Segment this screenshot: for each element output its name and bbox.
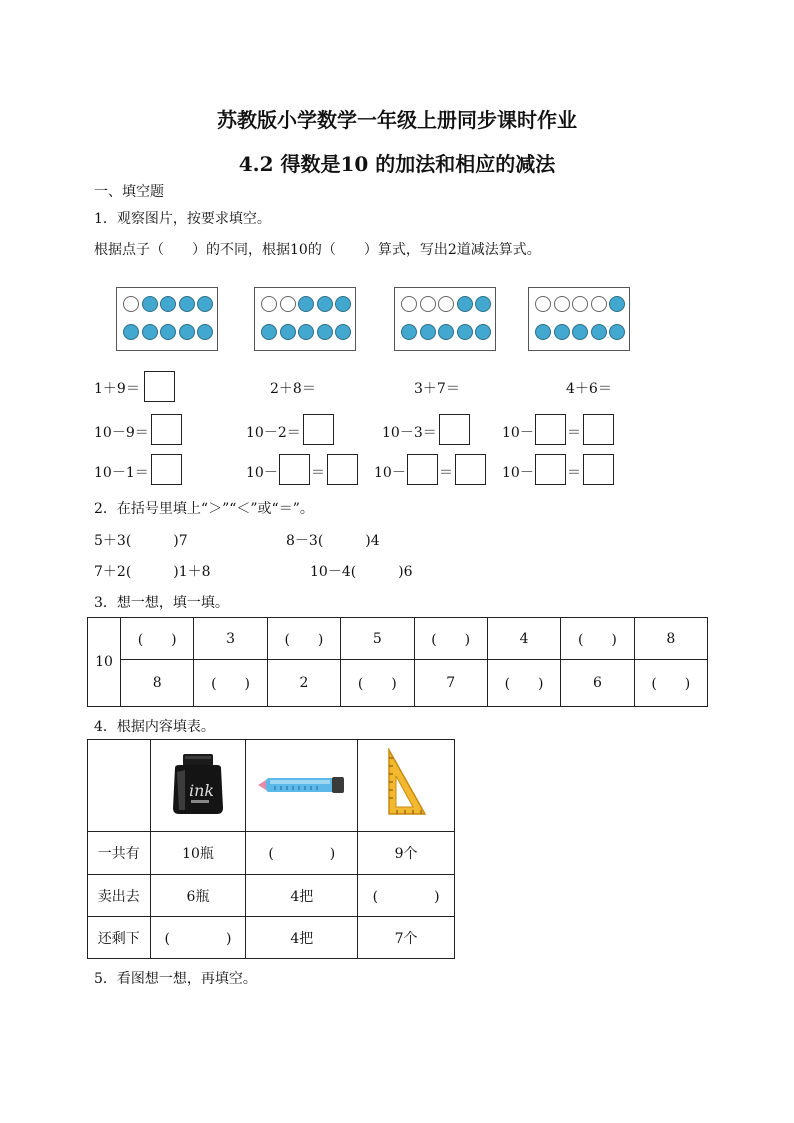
table-cell[interactable]: ( ) bbox=[267, 618, 340, 660]
filled-dot bbox=[160, 296, 176, 312]
filled-dot bbox=[317, 324, 333, 340]
filled-dot bbox=[475, 324, 491, 340]
filled-dot bbox=[298, 324, 314, 340]
table-cell: 8 bbox=[121, 660, 194, 707]
empty-dot bbox=[261, 296, 277, 312]
equation-2: 2＋8＝ bbox=[270, 381, 316, 397]
filled-dot bbox=[457, 324, 473, 340]
triangle-ruler-cell bbox=[358, 740, 455, 832]
filled-dot bbox=[438, 324, 454, 340]
compare-item-2: 8－3( )4 bbox=[286, 533, 380, 549]
filled-dot bbox=[160, 324, 176, 340]
equals-sign: ＝ bbox=[567, 425, 581, 441]
filled-dot bbox=[197, 296, 213, 312]
filled-dot bbox=[554, 324, 570, 340]
table-cell: 6 bbox=[561, 660, 634, 707]
ink-bottle-cell bbox=[150, 740, 246, 832]
equation-12: 10－ bbox=[502, 465, 534, 481]
filled-dot bbox=[280, 324, 296, 340]
dot-panel bbox=[116, 287, 218, 351]
equals-sign: ＝ bbox=[439, 465, 453, 481]
question-1: 1．观察图片，按要求填空。 bbox=[94, 211, 271, 227]
answer-box[interactable] bbox=[583, 454, 614, 485]
answer-box[interactable] bbox=[439, 414, 470, 445]
ink-bottle-icon bbox=[165, 752, 231, 816]
table-cell[interactable]: ( ) bbox=[121, 618, 194, 660]
utility-knife-icon bbox=[256, 769, 348, 799]
answer-box[interactable] bbox=[151, 414, 182, 445]
filled-dot bbox=[197, 324, 213, 340]
dot-panel bbox=[254, 287, 356, 351]
table-cell: 一共有 bbox=[88, 832, 151, 875]
equation-1: 1＋9＝ bbox=[94, 381, 140, 397]
equation-7: 10－3＝ bbox=[382, 425, 437, 441]
table-cell[interactable]: ( ) bbox=[487, 660, 560, 707]
equation-6: 10－2＝ bbox=[246, 425, 301, 441]
table-cell[interactable]: ( ) bbox=[150, 917, 246, 959]
empty-dot bbox=[401, 296, 417, 312]
equation-10: 10－ bbox=[246, 465, 278, 481]
equals-sign: ＝ bbox=[567, 465, 581, 481]
filled-dot bbox=[335, 296, 351, 312]
empty-dot bbox=[420, 296, 436, 312]
question-4: 4．根据内容填表。 bbox=[94, 719, 215, 735]
answer-box[interactable] bbox=[151, 454, 182, 485]
equals-sign: ＝ bbox=[311, 465, 325, 481]
table-cell[interactable]: ( ) bbox=[194, 660, 267, 707]
table-cell: 2 bbox=[267, 660, 340, 707]
table-cell: 10 bbox=[88, 618, 121, 707]
table-cell: 4把 bbox=[246, 875, 358, 917]
table-cell: 7 bbox=[414, 660, 487, 707]
answer-box[interactable] bbox=[279, 454, 310, 485]
empty-dot bbox=[554, 296, 570, 312]
empty-dot bbox=[572, 296, 588, 312]
number-split-table bbox=[87, 617, 708, 707]
question-1-prompt: 根据点子（ ）的不同，根据10的（ ）算式，写出2道减法算式。 bbox=[94, 242, 541, 258]
equation-8: 10－ bbox=[502, 425, 534, 441]
table-cell: 还剩下 bbox=[88, 917, 151, 959]
filled-dot bbox=[591, 324, 607, 340]
table-cell: 6瓶 bbox=[150, 875, 246, 917]
answer-box[interactable] bbox=[535, 414, 566, 445]
filled-dot bbox=[179, 296, 195, 312]
filled-dot bbox=[475, 296, 491, 312]
equation-3: 3＋7＝ bbox=[414, 381, 460, 397]
filled-dot bbox=[535, 324, 551, 340]
filled-dot bbox=[298, 296, 314, 312]
filled-dot bbox=[457, 296, 473, 312]
equation-11: 10－ bbox=[374, 465, 406, 481]
answer-box[interactable] bbox=[144, 371, 175, 402]
filled-dot bbox=[142, 296, 158, 312]
equation-4: 4＋6＝ bbox=[566, 381, 612, 397]
table-cell: 3 bbox=[194, 618, 267, 660]
empty-dot bbox=[591, 296, 607, 312]
filled-dot bbox=[401, 324, 417, 340]
filled-dot bbox=[609, 296, 625, 312]
table-cell[interactable]: ( ) bbox=[634, 660, 707, 707]
filled-dot bbox=[142, 324, 158, 340]
table-cell[interactable]: ( ) bbox=[358, 875, 455, 917]
page-subtitle: 4.2 得数是10 的加法和相应的减法 bbox=[238, 152, 556, 176]
table-cell[interactable]: ( ) bbox=[414, 618, 487, 660]
filled-dot bbox=[179, 324, 195, 340]
empty-dot bbox=[280, 296, 296, 312]
inventory-table bbox=[87, 739, 455, 959]
question-5: 5．看图想一想，再填空。 bbox=[94, 971, 257, 987]
dot-panel bbox=[528, 287, 630, 351]
compare-item-4: 10－4( )6 bbox=[310, 564, 413, 580]
question-2: 2．在括号里填上“＞”“＜”或“＝”。 bbox=[94, 501, 314, 517]
answer-box[interactable] bbox=[407, 454, 438, 485]
filled-dot bbox=[261, 324, 277, 340]
filled-dot bbox=[317, 296, 333, 312]
empty-dot bbox=[123, 296, 139, 312]
table-cell: 7个 bbox=[358, 917, 455, 959]
table-cell[interactable]: ( ) bbox=[341, 660, 414, 707]
empty-dot bbox=[438, 296, 454, 312]
answer-box[interactable] bbox=[303, 414, 334, 445]
table-cell[interactable]: ( ) bbox=[561, 618, 634, 660]
table-cell: 8 bbox=[634, 618, 707, 660]
question-3: 3．想一想，填一填。 bbox=[94, 595, 229, 611]
table-cell[interactable]: ( ) bbox=[246, 832, 358, 875]
empty-dot bbox=[535, 296, 551, 312]
answer-box[interactable] bbox=[455, 454, 486, 485]
filled-dot bbox=[123, 324, 139, 340]
triangle-ruler-icon bbox=[381, 748, 431, 820]
table-cell: 5 bbox=[341, 618, 414, 660]
filled-dot bbox=[335, 324, 351, 340]
answer-box[interactable] bbox=[583, 414, 614, 445]
table-cell: 9个 bbox=[358, 832, 455, 875]
table-cell: 卖出去 bbox=[88, 875, 151, 917]
equation-5: 10－9＝ bbox=[94, 425, 149, 441]
dot-panel bbox=[394, 287, 496, 351]
table-cell: 4把 bbox=[246, 917, 358, 959]
answer-box[interactable] bbox=[327, 454, 358, 485]
table-cell: 4 bbox=[487, 618, 560, 660]
compare-item-3: 7＋2( )1＋8 bbox=[94, 564, 211, 580]
table-cell: 10瓶 bbox=[150, 832, 246, 875]
equation-9: 10－1＝ bbox=[94, 465, 149, 481]
filled-dot bbox=[572, 324, 588, 340]
answer-box[interactable] bbox=[535, 454, 566, 485]
section-heading: 一、填空题 bbox=[94, 184, 164, 200]
filled-dot bbox=[420, 324, 436, 340]
ink-label: ink bbox=[188, 780, 215, 800]
table-cell bbox=[88, 740, 151, 832]
filled-dot bbox=[609, 324, 625, 340]
page-title: 苏教版小学数学一年级上册同步课时作业 bbox=[217, 108, 577, 132]
cutter-cell bbox=[246, 740, 358, 832]
compare-item-1: 5＋3( )7 bbox=[94, 533, 188, 549]
